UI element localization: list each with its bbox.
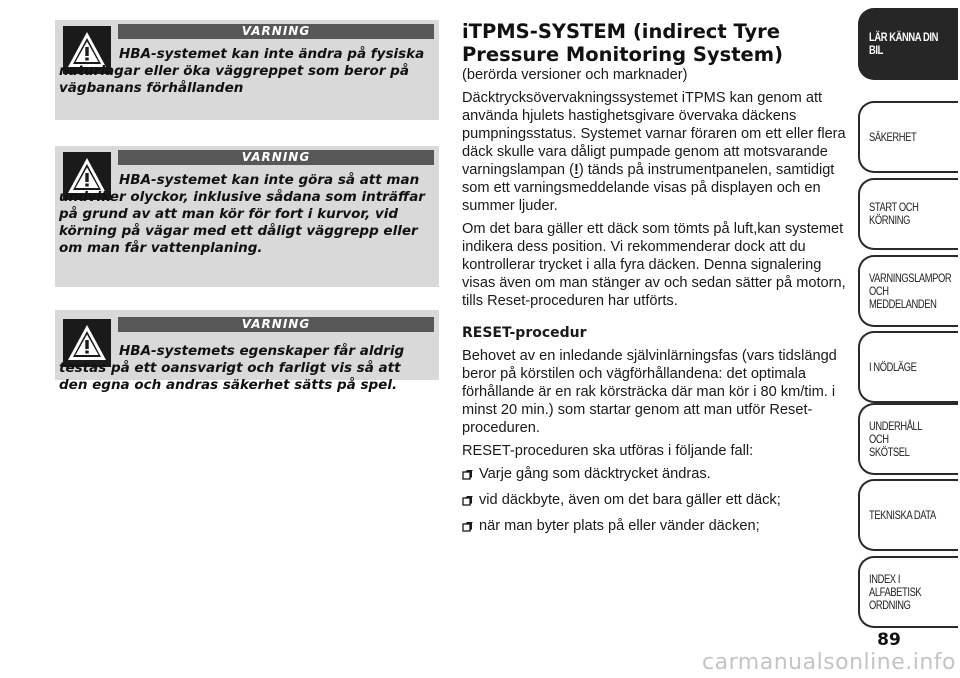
warning-text: HBA-systemets egenskaper får aldrig testas på ett oansvarigt och farligt vis så att den egna och andras säkerhet sätts på spel. <box>59 343 405 393</box>
warning-text: HBA-systemet kan inte ändra på fysiska naturlagar eller öka väggreppet som beror på vägbanans förhållanden <box>59 46 425 96</box>
list-item-text: när man byter plats på eller vänder däcken; <box>479 518 760 534</box>
warning-header: VARNING <box>118 317 434 332</box>
tab-sakerhet[interactable]: SÄKERHET <box>858 101 958 173</box>
intro-text-start: Däcktrycksövervakningssystemet iTPMS kan genom att använda hjulets hastighetsgivare övervaka däckens pumpningsstatus. Systemet varnar föraren om ett eller flera däck skulle vara dåligt pumpade genom att motsvarande varningslampan ( <box>462 90 846 178</box>
reset-paragraph: Behovet av en inledande självinlärningsfas (vars tidslängd beror på körstilen och vägförhållandena: det optimala förhållande är en rak körsträcka där man kör i 80 km/tim. i minst 20 min.) som startar genom att man utför Reset-proceduren. <box>462 348 837 436</box>
warning-text: HBA-systemet kan inte göra så att man undviker olyckor, inklusive sådana som inträffar på grund av att man kör för fort i kurvor, vid körning på vägar med ett dåligt väggrepp eller om man får vattenplaning. <box>59 172 425 256</box>
section-title: iTPMS-SYSTEM (indirect Tyre Pressure Monitoring System) <box>462 20 784 66</box>
tab-underhall[interactable]: UNDERHÅLL OCH SKÖTSEL <box>858 403 958 475</box>
tab-tekniska-data[interactable]: TEKNISKA DATA <box>858 479 958 551</box>
warning-header: VARNING <box>118 24 434 39</box>
tab-start-och-korning[interactable]: START OCH KÖRNING <box>858 178 958 250</box>
warning-box-1 <box>55 20 439 120</box>
main-section <box>462 20 847 543</box>
intro-text-end: ) tänds på instrumentpanelen, samtidigt som ett varningsmeddelande visas på displayen och en summer ljuder. <box>462 162 835 214</box>
watermark: carmanualsonline.info <box>702 650 956 675</box>
page-number: 89 <box>877 630 901 650</box>
tab-lar-kanna-din-bil[interactable]: LÄR KÄNNA DIN BIL <box>858 8 958 80</box>
reset-heading: RESET-procedur <box>462 325 587 341</box>
intro-paragraph <box>462 89 847 215</box>
tab-index[interactable]: INDEX I ALFABETISK ORDNING <box>858 556 958 628</box>
bullet-box-icon <box>462 517 479 538</box>
tyre-pressure-lamp-icon: ! <box>573 162 579 178</box>
list-item <box>462 517 847 538</box>
bullet-box-icon <box>462 491 479 512</box>
warning-box-3 <box>55 310 439 393</box>
list-item-text: vid däckbyte, även om det bara gäller ett däck; <box>479 492 781 508</box>
warning-box-2 <box>55 146 439 287</box>
reset-cases-intro: RESET-proceduren ska utföras i följande fall: <box>462 443 754 459</box>
tab-varningslampor[interactable]: VARNINGSLAMPOR OCH MEDDELANDEN <box>858 255 958 327</box>
position-paragraph: Om det bara gäller ett däck som tömts på luft,kan systemet indikera dess position. Vi rekommenderar dock att du kontrollerar trycket i alla fyra däcken. Denna signalering visas även om man stänger av och sedan sätter på motorn, tills Reset-proceduren har utförts. <box>462 221 846 309</box>
section-subtitle: (berörda versioner och marknader) <box>462 67 688 83</box>
list-item-text: Varje gång som däcktrycket ändras. <box>479 466 711 482</box>
list-item <box>462 491 847 512</box>
chapter-tabs <box>858 0 960 678</box>
list-item <box>462 465 847 486</box>
bullet-box-icon <box>462 465 479 486</box>
tab-i-nodlage[interactable]: I NÖDLÄGE <box>858 331 958 403</box>
warning-header: VARNING <box>118 150 434 165</box>
